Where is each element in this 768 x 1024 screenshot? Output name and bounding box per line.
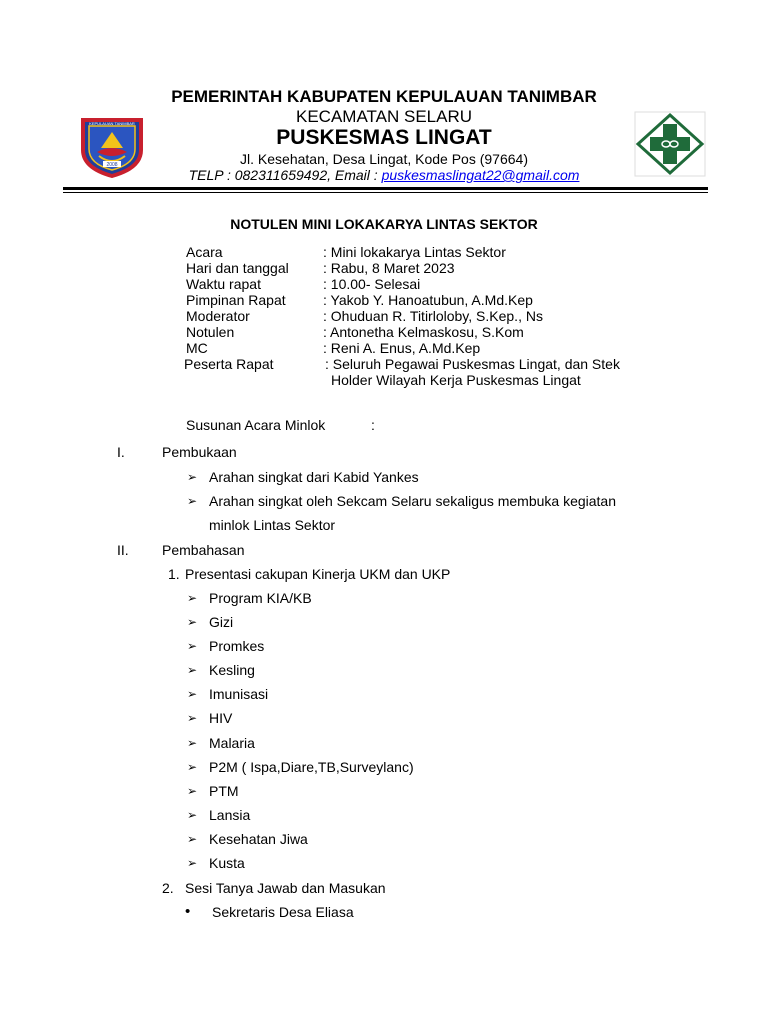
agenda-colon: : — [371, 417, 375, 433]
list-item: HIV — [209, 710, 233, 726]
section-number: I. — [117, 444, 125, 460]
arrow-bullet-icon: ➢ — [187, 615, 198, 629]
list-item: Kesling — [209, 662, 255, 678]
detail-value: : Antonetha Kelmaskosu, S.Kom — [323, 324, 524, 340]
list-item: Imunisasi — [209, 686, 269, 702]
agenda-label: Susunan Acara Minlok — [186, 417, 326, 433]
header-rule-thin — [63, 192, 708, 193]
gov-line-1: PEMERINTAH KABUPATEN KEPULAUAN TANIMBAR — [171, 87, 597, 106]
detail-value: : Ohuduan R. Titirloloby, S.Kep., Ns — [323, 308, 543, 324]
detail-label: Pimpinan Rapat — [186, 292, 286, 308]
list-item: Arahan singkat oleh Sekcam Selaru sekaligus membuka kegiatan — [209, 493, 617, 509]
arrow-bullet-icon: ➢ — [187, 760, 198, 774]
section-title: Pembahasan — [162, 542, 245, 558]
sub-number: 2. — [162, 880, 174, 896]
email-link[interactable]: puskesmaslingat22@gmail.com — [381, 167, 580, 183]
detail-value: : Rabu, 8 Maret 2023 — [323, 260, 455, 276]
detail-label: Acara — [186, 244, 223, 260]
address: Jl. Kesehatan, Desa Lingat, Kode Pos (97664) — [240, 151, 528, 167]
section-number: II. — [117, 542, 129, 558]
detail-value: : Seluruh Pegawai Puskesmas Lingat, dan Stek — [325, 356, 620, 372]
seal-text: KEPULAUAN TANIMBAR — [89, 121, 135, 126]
sub-number: 1. — [168, 566, 180, 582]
puskesmas-logo — [634, 111, 706, 177]
arrow-bullet-icon: ➢ — [187, 736, 198, 750]
puskesmas-name: PUSKESMAS LINGAT — [276, 126, 492, 149]
list-item: Kusta — [209, 855, 245, 871]
detail-label: Notulen — [186, 324, 235, 340]
arrow-bullet-icon: ➢ — [187, 663, 198, 677]
detail-value-continued: Holder Wilayah Kerja Puskesmas Lingat — [331, 372, 581, 388]
detail-label: MC — [186, 340, 208, 356]
document-title: NOTULEN MINI LOKAKARYA LINTAS SEKTOR — [230, 216, 538, 232]
arrow-bullet-icon: ➢ — [187, 470, 198, 484]
contact-prefix: TELP : 082311659492, Email : — [188, 167, 382, 183]
arrow-bullet-icon: ➢ — [187, 687, 198, 701]
arrow-bullet-icon: ➢ — [187, 832, 198, 846]
arrow-bullet-icon: ➢ — [187, 784, 198, 798]
detail-value: : Yakob Y. Hanoatubun, A.Md.Kep — [323, 292, 533, 308]
sub-title: Presentasi cakupan Kinerja UKM dan UKP — [185, 566, 451, 582]
gov-line-2: KECAMATAN SELARU — [295, 107, 473, 126]
arrow-bullet-icon: ➢ — [187, 711, 198, 725]
list-item-continued: minlok Lintas Sektor — [209, 517, 336, 533]
list-item: Program KIA/KB — [209, 590, 312, 606]
dot-bullet-icon: • — [185, 903, 191, 920]
sub-title: Sesi Tanya Jawab dan Masukan — [185, 880, 386, 896]
section-title: Pembukaan — [162, 444, 237, 460]
arrow-bullet-icon: ➢ — [187, 856, 198, 870]
list-item: Kesehatan Jiwa — [209, 831, 308, 847]
list-item: PTM — [209, 783, 239, 799]
list-item: Arahan singkat dari Kabid Yankes — [209, 469, 419, 485]
list-item: P2M ( Ispa,Diare,TB,Surveylanc) — [209, 759, 414, 775]
arrow-bullet-icon: ➢ — [187, 808, 198, 822]
detail-label: Peserta Rapat — [184, 356, 274, 372]
arrow-bullet-icon: ➢ — [187, 639, 198, 653]
list-item: Promkes — [209, 638, 265, 654]
detail-label: Waktu rapat — [186, 276, 261, 292]
header-rule-thick — [63, 187, 708, 190]
list-item: Lansia — [209, 807, 251, 823]
seal-year: 2008 — [106, 162, 118, 168]
detail-value: : Reni A. Enus, A.Md.Kep — [323, 340, 481, 356]
regency-seal-logo — [79, 116, 145, 178]
list-item: Malaria — [209, 735, 255, 751]
arrow-bullet-icon: ➢ — [187, 591, 198, 605]
list-item: Gizi — [209, 614, 234, 630]
list-item: Sekretaris Desa Eliasa — [212, 904, 354, 920]
arrow-bullet-icon: ➢ — [187, 494, 198, 508]
detail-label: Hari dan tanggal — [186, 260, 289, 276]
detail-value: : 10.00- Selesai — [323, 276, 421, 292]
detail-value: : Mini lokakarya Lintas Sektor — [323, 244, 506, 260]
detail-label: Moderator — [186, 308, 250, 324]
